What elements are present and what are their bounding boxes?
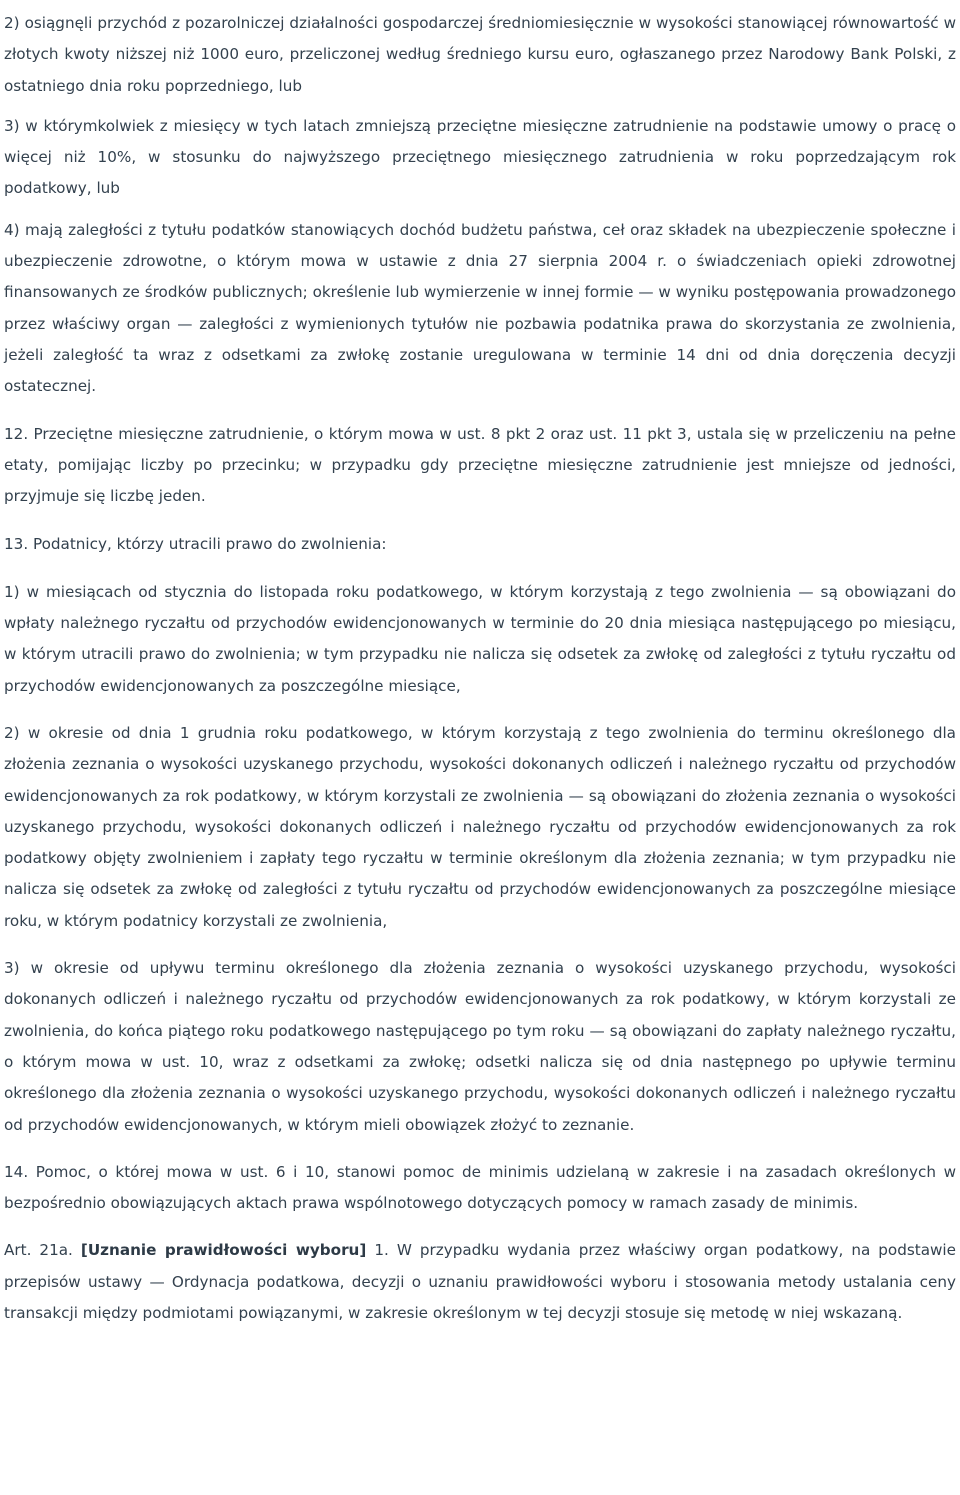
article-number: Art. 21a.	[4, 1241, 73, 1260]
paragraph-point-3: 3) w którymkolwiek z miesięcy w tych latach zmniejszą przeciętne miesięczne zatrudnienie na podstawie umowy o pracę o więcej niż 10%, w stosunku do najwyższego przeciętnego miesięcznego zatrudnienia w roku poprzedzającym rok podatkowy, lub	[4, 116, 956, 198]
paragraph-section-13-point-2: 2) w okresie od dnia 1 grudnia roku podatkowego, w którym korzystają z tego zwolnienia do terminu określonego dla złożenia zeznania o wysokości uzyskanego przychodu, wysokości dokonanych odliczeń i należnego ryczałtu od przychodów ewidencjonowanych za rok podatkowy, w którym korzystali ze zwolnienia — są obowiązani do złożenia zeznania o wysokości uzyskanego przychodu, wysokości dokonanych odliczeń i należnego ryczałtu od przychodów ewidencjonowanych za rok podatkowy objęty zwolnieniem i zapłaty tego ryczałtu w terminie określonym dla złożenia zeznania; w tym przypadku nie nalicza się odsetek za zwłokę od zaległości z tytułu ryczałtu od przychodów ewidencjonowanych za poszczególne miesiące roku, w którym podatnicy korzystali ze zwolnienia,	[4, 723, 956, 930]
article-21a	[4, 1235, 956, 1329]
paragraph-section-13-point-3: 3) w okresie od upływu terminu określonego dla złożenia zeznania o wysokości uzyskanego przychodu, wysokości dokonanych odliczeń i należnego ryczałtu od przychodów ewidencjonowanych za rok podatkowy, w którym korzystali ze zwolnienia, do końca piątego roku podatkowego następującego po tym roku — są obowiązani do zapłaty należnego ryczałtu, o którym mowa w ust. 10, wraz z odsetkami za zwłokę; odsetki nalicza się od dnia następnego po upływie terminu określonego dla złożenia zeznania o wysokości uzyskanego przychodu, wysokości dokonanych odliczeń i należnego ryczałtu od przychodów ewidencjonowanych, w którym mieli obowiązek złożyć to zeznanie.	[4, 959, 956, 1134]
document-page	[0, 8, 960, 1329]
paragraph-section-13: 13. Podatnicy, którzy utracili prawo do zwolnienia:	[4, 535, 387, 554]
article-text: 1. W przypadku wydania przez właściwy organ podatkowy, na podstawie przepisów ustawy — Ordynacja podatkowa, decyzji o uznaniu prawidłowości wyboru i stosowania metody ustalania ceny transakcji między podmiotami powiązanymi, w zakresie określonym w tej decyzji stosuje się metodę w niej wskazaną.	[4, 1241, 956, 1322]
paragraph-section-14: 14. Pomoc, o której mowa w ust. 6 i 10, stanowi pomoc de minimis udzielaną w zakresie i na zasadach określonych w bezpośrednio obowiązujących aktach prawa wspólnotowego dotyczących pomocy w ramach zasady de minimis.	[4, 1162, 956, 1213]
paragraph-point-2: 2) osiągnęli przychód z pozarolniczej działalności gospodarczej średniomiesięcznie w wysokości stanowiącej równowartość w złotych kwoty niższej niż 1000 euro, przeliczonej według średniego kursu euro, ogłaszanego przez Narodowy Bank Polski, z ostatniego dnia roku poprzedniego, lub	[4, 14, 956, 95]
paragraph-section-12: 12. Przeciętne miesięczne zatrudnienie, o którym mowa w ust. 8 pkt 2 oraz ust. 11 pkt 3, ustala się w przeliczeniu na pełne etaty, pomijając liczby po przecinku; w przypadku gdy przeciętne miesięczne zatrudnienie jest mniejsze od jedności, przyjmuje się liczbę jeden.	[4, 424, 956, 506]
article-title: [Uznanie prawidłowości wyboru]	[80, 1241, 367, 1260]
paragraph-section-13-point-1: 1) w miesiącach od stycznia do listopada roku podatkowego, w którym korzystają z tego zwolnienia — są obowiązani do wpłaty należnego ryczałtu od przychodów ewidencjonowanych w terminie do 20 dnia miesiąca następującego po miesiącu, w którym utracili prawo do zwolnienia; w tym przypadku nie nalicza się odsetek za zwłokę od zaległości z tytułu ryczałtu od przychodów ewidencjonowanych za poszczególne miesiące,	[4, 582, 956, 695]
paragraph-point-4: 4) mają zaległości z tytułu podatków stanowiących dochód budżetu państwa, ceł oraz składek na ubezpieczenie społeczne i ubezpieczenie zdrowotne, o którym mowa w ustawie z dnia 27 sierpnia 2004 r. o świadczeniach opieki zdrowotnej finansowanych ze środków publicznych; określenie lub wymierzenie w innej formie — w wyniku postępowania prowadzonego przez właściwy organ — zaległości z wymienionych tytułów nie pozbawia podatnika prawa do skorzystania ze zwolnienia, jeżeli zaległość ta wraz z odsetkami za zwłokę zostanie uregulowana w terminie 14 dni od dnia doręczenia decyzji ostatecznej.	[4, 220, 956, 396]
